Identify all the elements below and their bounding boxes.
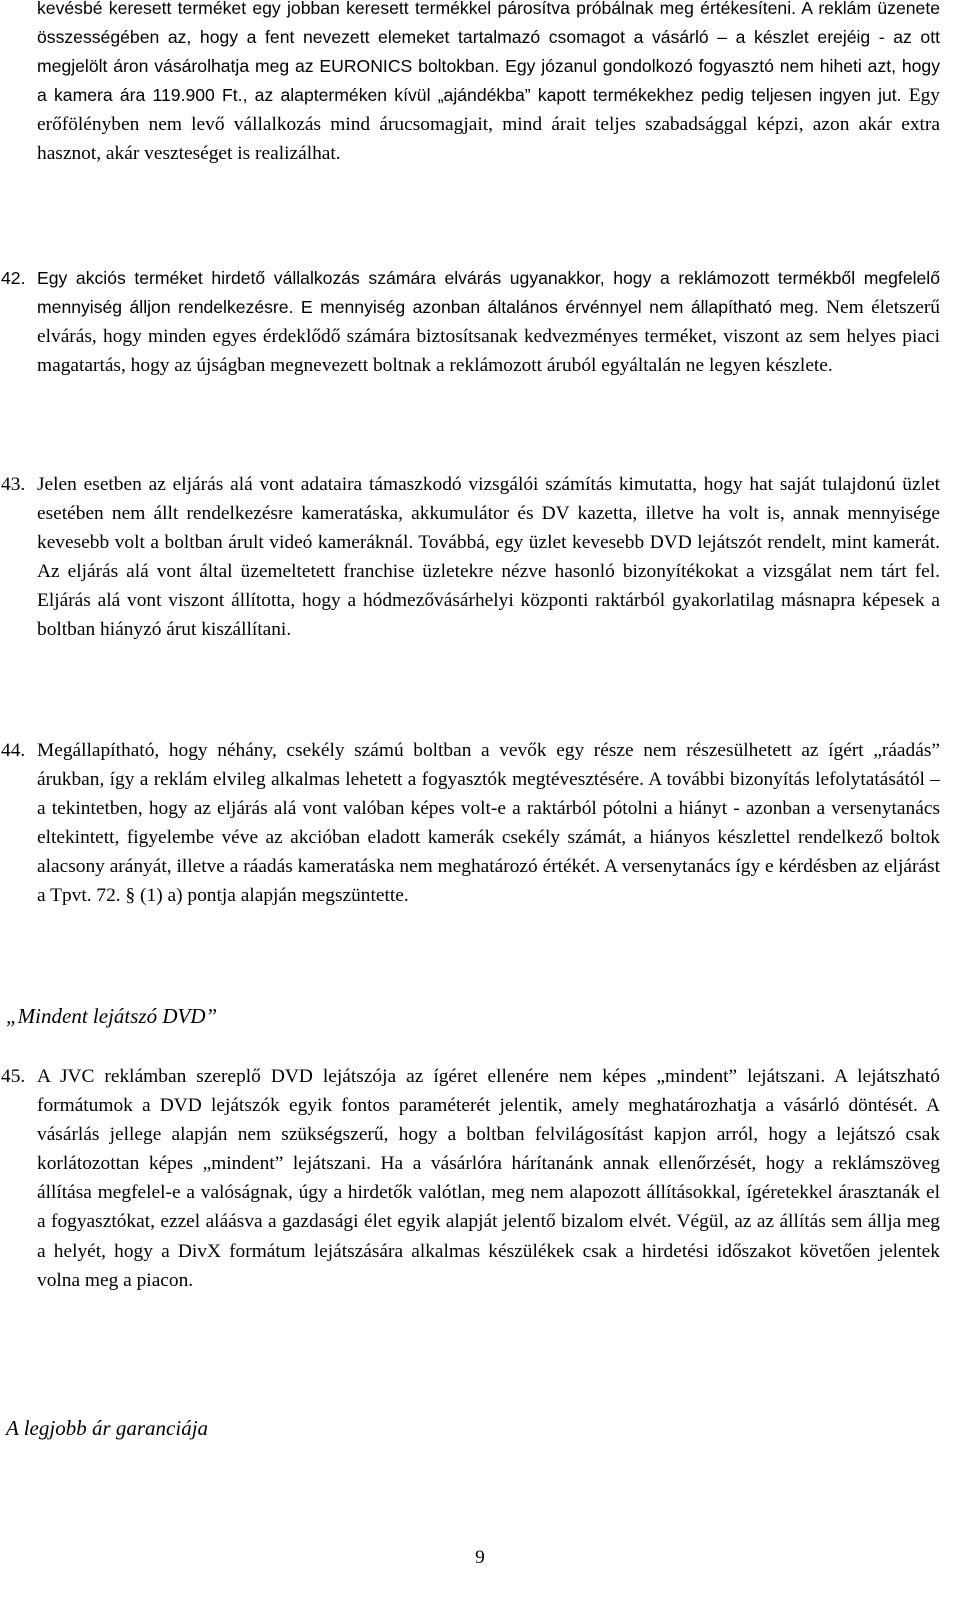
paragraph-text: A JVC reklámban szereplő DVD lejátszója az ígéret ellenére nem képes „mindent” lejátszani. A lejátszható formátumok a DVD lejátszók egyik fontos paraméterét jelentik, amely meghatározhatja a vásárló döntését. A vásárlás jellege alapján nem szükségszerű, hogy a boltban felvilágosítást kapjon arról, hogy a lejátszó csak korlátozottan képes „mindent” lejátszani. Ha a vásárlóra hárítanánk annak ellenőrzését, hogy a reklámszöveg állítása megfelel-e a valóságnak, úgy a hirdetők valótlan, meg nem alapozott állításokkal, ígéretekkel árasztanák el a fogyasztókat, ezzel aláásva a gazdasági élet egyik alapját jelentő bizalom elvét. Végül, az az állítás sem állja meg a helyét, hogy a DivX formátum lejátszására alkalmas készülékek csak a hirdetési időszakot követően jelentek volna meg a piacon. — [37, 1066, 940, 1291]
intro-sans-text: kevésbé keresett terméket egy jobban keresett termékkel párosítva próbálnak meg értékesíteni. A reklám üzenete összességében az, hogy a fent nevezett elemeket tartalmazó csomagot a vásárló – a készlet erejéig - az ott megjelölt áron vásárolhatja meg az EURONICS boltokban. Egy józanul gondolkozó fogyasztó nem hiheti azt, hogy a kamera ára 119.900 Ft. — [37, 0, 940, 106]
paragraph-42 — [1, 264, 940, 380]
intro-text — [37, 0, 940, 169]
paragraph-43 — [1, 470, 940, 645]
paragraph-number: 45. — [1, 1066, 26, 1087]
paragraph-number: 44. — [1, 740, 26, 761]
paragraph-44 — [1, 736, 940, 911]
intro-mixed-text: , az alapterméken kívül „ajándékba” kapott termékekhez pedig teljesen ingyen jut. — [242, 85, 902, 106]
paragraph-text: Megállapítható, hogy néhány, csekély számú boltban a vevők egy része nem részesülhetett az ígért „ráadás” árukban, így a reklám elvileg alkalmas lehetett a fogyasztók megtévesztésére. A további bizonyítás lefolytatásától – a tekintetben, hogy az eljárás alá vont valóban képes volt-e a raktárból pótolni a hiányt - azonban a versenytanács eltekintett, figyelembe véve az akcióban eladott kamerák csekély számát, a hiányos készlettel rendelkező boltok alacsony arányát, illetve a ráadás kameratáska nem meghatározó értékét. A versenytanács így e kérdésben az eljárást a Tpvt. 72. § (1) a) pontja alapján megszüntette. — [37, 740, 940, 907]
intro-paragraph — [37, 0, 940, 169]
paragraph-text: Jelen esetben az eljárás alá vont adataira támaszkodó vizsgálói számítás kimutatta, hogy hat saját tulajdonú üzlet esetében nem állt rendelkezésre kameratáska, akkumulátor és DV kazetta, illetve ha volt is, annak mennyisége kevesebb volt a boltban árult videó kameráknál. Továbbá, egy üzlet kevesebb DVD lejátszót rendelt, mint kamerát. Az eljárás alá vont által üzemeltetett franchise üzletekre nézve hasonló bizonyítékokat a vizsgálat nem tárt fel. Eljárás alá vont viszont állította, hogy a hódmezővásárhelyi központi raktárból gyakorlatilag másnapra képesek a boltban hiányzó árut kiszállítani. — [37, 474, 940, 641]
paragraph-45 — [1, 1062, 940, 1295]
intro-serif-text: Egy erőfölényben nem levő vállalkozás mind árucsomagjait, mind árait teljes szabadsággal képzi, azon akár extra hasznot, akár veszteséget is realizálhat. — [37, 85, 940, 165]
page-number: 9 — [475, 1547, 485, 1568]
paragraph-serif-text: Nem életszerű elvárás, hogy minden egyes érdeklődő számára biztosítsanak kedvezményes terméket, viszont az sem helyes piaci magatartás, hogy az újságban megnevezett boltnak a reklámozott áruból egyáltalán ne legyen készlete. — [37, 297, 940, 377]
section-heading-dvd: „Mindent lejátszó DVD” — [6, 1004, 218, 1028]
paragraph-number: 43. — [1, 474, 26, 495]
section-heading-price: A legjobb ár garanciája — [6, 1416, 209, 1440]
paragraph-number: 42. — [1, 268, 26, 288]
paragraph-sans-text: Egy akciós terméket hirdető vállalkozás számára elvárás ugyanakkor, hogy a reklámozott termékből megfelelő mennyiség álljon rendelkezésre. E mennyiség azonban általános érvénnyel nem állapítható meg. — [37, 268, 940, 318]
paragraph-text — [37, 264, 940, 380]
